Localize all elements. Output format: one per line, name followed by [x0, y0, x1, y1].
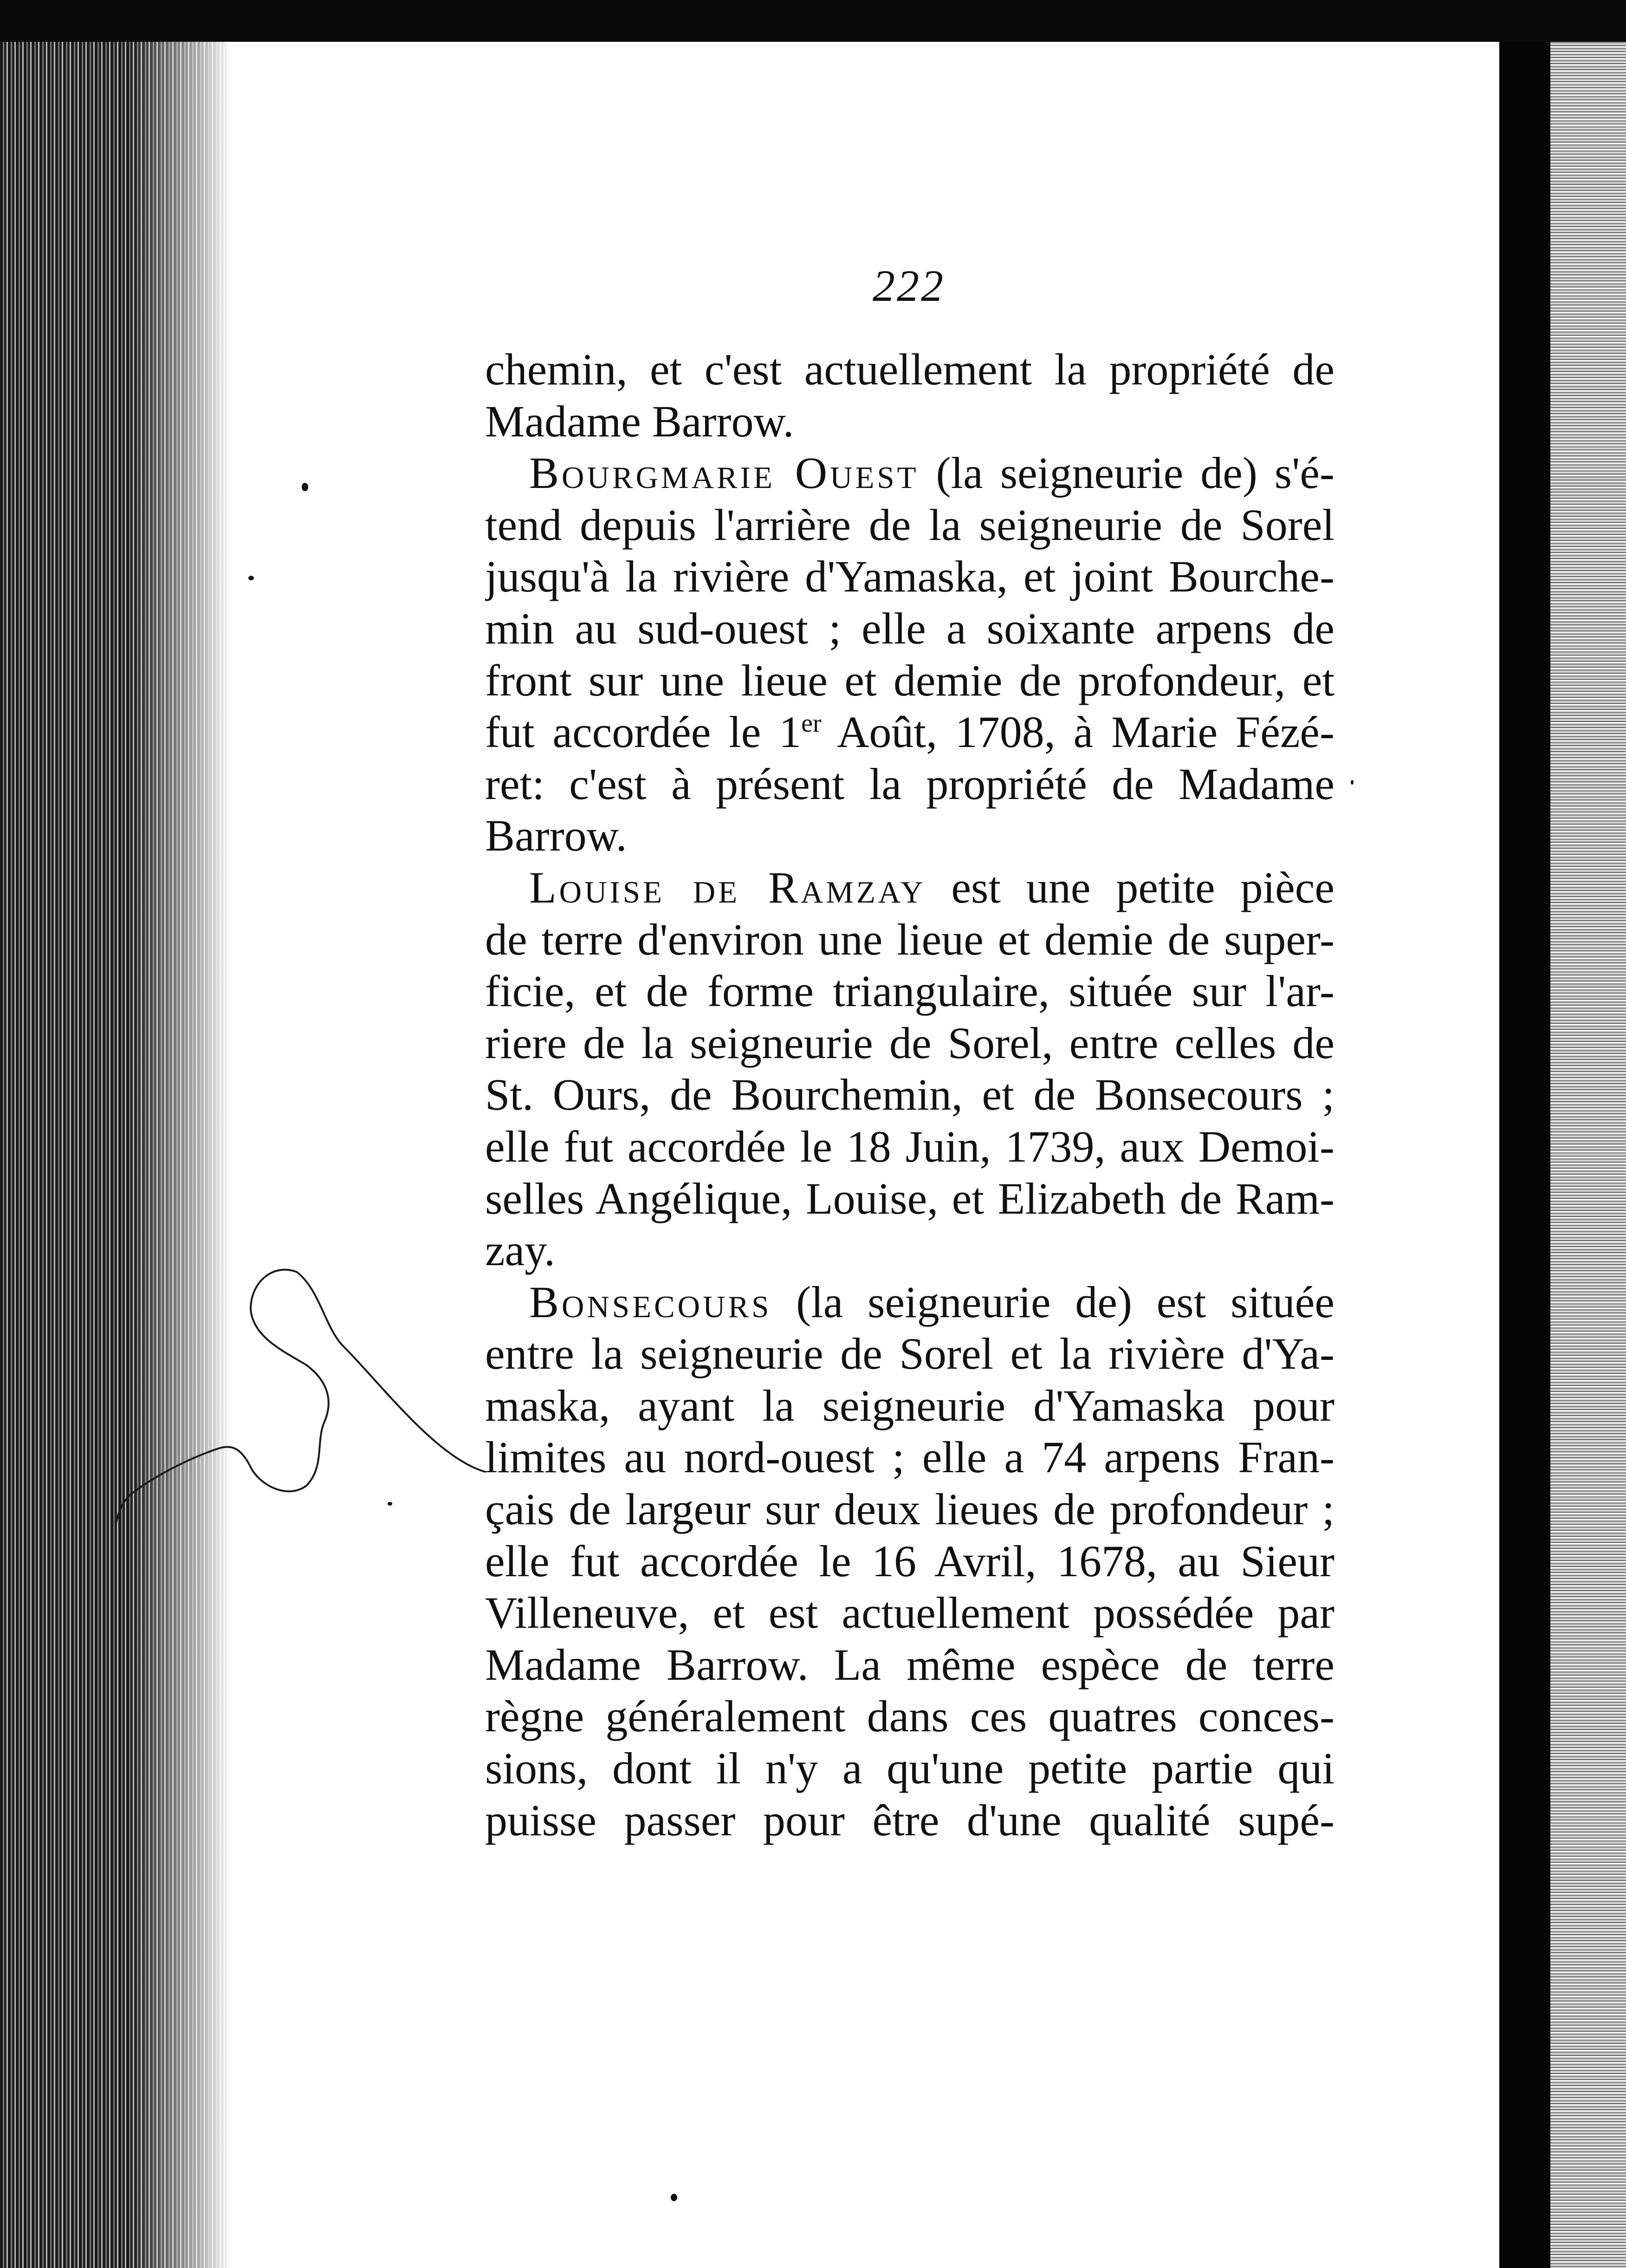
entry-heading: Louise de Ramzay — [529, 862, 926, 912]
paragraph-bourgmarie-ouest — [485, 447, 1334, 862]
scan-speck — [302, 483, 308, 491]
text-line: çais de largeur sur deux lieues de profondeur ; — [485, 1484, 1334, 1534]
body-text — [485, 344, 1334, 1846]
text-fragment: est une petite pièce — [926, 862, 1334, 912]
text-line: limites au nord-ouest ; elle a 74 arpens Fran- — [485, 1432, 1334, 1482]
text-line — [485, 706, 1334, 758]
text-line: ret: c'est à présent la propriété de Madame — [485, 759, 1334, 809]
paragraph-louise-de-ramzay — [485, 862, 1334, 1276]
text-line: front sur une lieue et demie de profondeur, et — [485, 655, 1334, 705]
text-line: tend depuis l'arrière de la seigneurie de Sorel — [485, 500, 1334, 550]
text-line: ficie, et de forme triangulaire, située sur l'ar- — [485, 966, 1334, 1016]
paragraph-bonsecours — [485, 1276, 1334, 1846]
text-line: entre la seigneurie de Sorel et la rivière d'Ya- — [485, 1329, 1334, 1379]
scan-border-top — [0, 0, 1626, 42]
text-line — [485, 447, 1334, 499]
text-line: Madame Barrow. — [485, 396, 794, 446]
text-fragment: (la seigneurie de) est située — [771, 1277, 1334, 1327]
text-line: zay. — [485, 1225, 555, 1275]
page-number: 222 — [873, 261, 945, 311]
scan-speck — [1351, 780, 1354, 785]
text-line: riere de la seigneurie de Sorel, entre celles de — [485, 1018, 1334, 1068]
text-line — [485, 862, 1334, 914]
text-line — [485, 1276, 1334, 1328]
text-line: selles Angélique, Louise, et Elizabeth de Ram- — [485, 1173, 1334, 1223]
text-fragment: fut accordée le 1 — [485, 707, 802, 757]
text-line: St. Ours, de Bourchemin, et de Bonsecours ; — [485, 1070, 1334, 1120]
gutter-shadow — [130, 42, 232, 2268]
text-line: elle fut accordée le 16 Avril, 1678, au Sieur — [485, 1536, 1334, 1586]
page-edge-right — [1499, 42, 1550, 2268]
text-line: maska, ayant la seigneurie d'Yamaska pour — [485, 1380, 1334, 1430]
text-line: jusqu'à la rivière d'Yamaska, et joint Bourche- — [485, 552, 1334, 602]
entry-heading: Bourgmarie Ouest — [529, 448, 919, 498]
text-fragment: (la seigneurie de) s'é- — [919, 448, 1334, 498]
scan-border-right — [1550, 42, 1626, 2268]
text-line: elle fut accordée le 18 Juin, 1739, aux Demoi- — [485, 1121, 1334, 1171]
paragraph-continuation — [485, 344, 1334, 447]
scan-speck — [671, 2194, 677, 2201]
text-fragment: Août, 1708, à Marie Fézé- — [821, 707, 1334, 757]
text-line: Villeneuve, et est actuellement possédée par — [485, 1588, 1334, 1638]
text-line: min au sud-ouest ; elle a soixante arpens de — [485, 603, 1334, 653]
text-line: Madame Barrow. La même espèce de terre — [485, 1639, 1334, 1690]
text-line: Barrow. — [485, 811, 627, 861]
superscript: er — [801, 709, 822, 738]
text-line: puisse passer pour être d'une qualité supé- — [485, 1795, 1334, 1845]
scan-speck — [388, 1502, 392, 1506]
text-line: chemin, et c'est actuellement la propriété de — [485, 344, 1334, 394]
text-line: sions, dont il n'y a qu'une petite partie qui — [485, 1743, 1334, 1794]
scan-speck — [248, 576, 254, 580]
text-line: de terre d'environ une lieue et demie de super- — [485, 914, 1334, 964]
text-line: règne généralement dans ces quatres conces- — [485, 1691, 1334, 1742]
entry-heading: Bonsecours — [529, 1277, 772, 1327]
